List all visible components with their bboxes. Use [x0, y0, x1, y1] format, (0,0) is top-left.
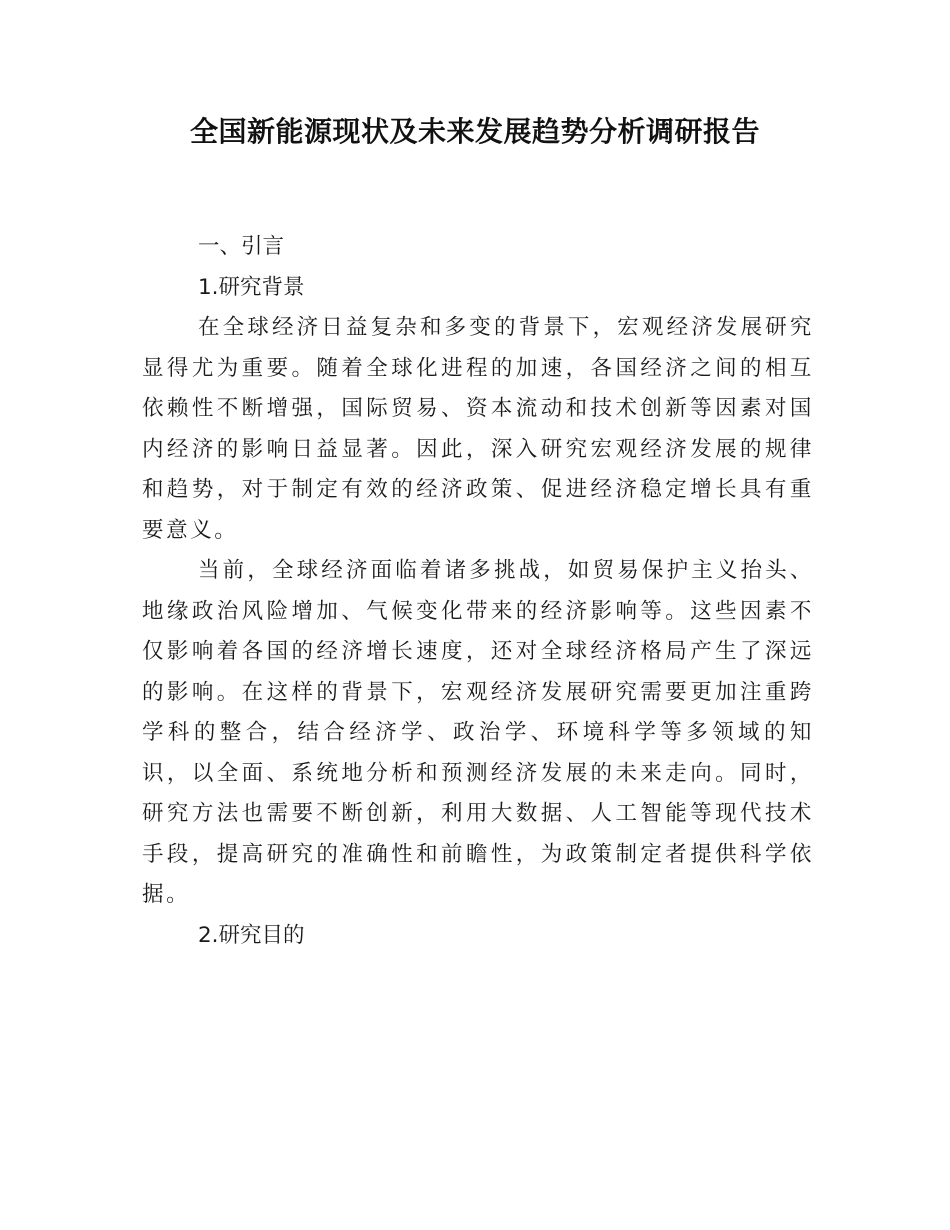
- paragraph-background-2: 当前，全球经济面临着诸多挑战，如贸易保护主义抬头、地缘政治风险增加、气候变化带来的经济影响等。这些因素不仅影响着各国的经济增长速度，还对全球经济格局产生了深远的影响。在这样的背景下，宏观经济发展研究需要更加注重跨学科的整合，结合经济学、政治学、环境科学等多领域的知识，以全面、系统地分析和预测经济发展的未来走向。同时，研究方法也需要不断创新，利用大数据、人工智能等现代技术手段，提高研究的准确性和前瞻性，为政策制定者提供科学依据。: [142, 558, 814, 907]
- paragraph-background-1: 在全球经济日益复杂和多变的背景下，宏观经济发展研究显得尤为重要。随着全球化进程的加速，各国经济之间的相互依赖性不断增强，国际贸易、资本流动和技术创新等因素对国内经济的影响日益显著。因此，深入研究宏观经济发展的规律和趋势，对于制定有效的经济政策、促进经济稳定增长具有重要意义。: [142, 315, 814, 543]
- document-body: [142, 227, 814, 956]
- document-title: 全国新能源现状及未来发展趋势分析调研报告: [189, 115, 760, 148]
- subsection-heading-research-background: 1.研究背景: [198, 274, 305, 300]
- subsection-heading-research-purpose: 2.研究目的: [198, 922, 305, 948]
- section-heading-introduction: 一、引言: [198, 234, 285, 259]
